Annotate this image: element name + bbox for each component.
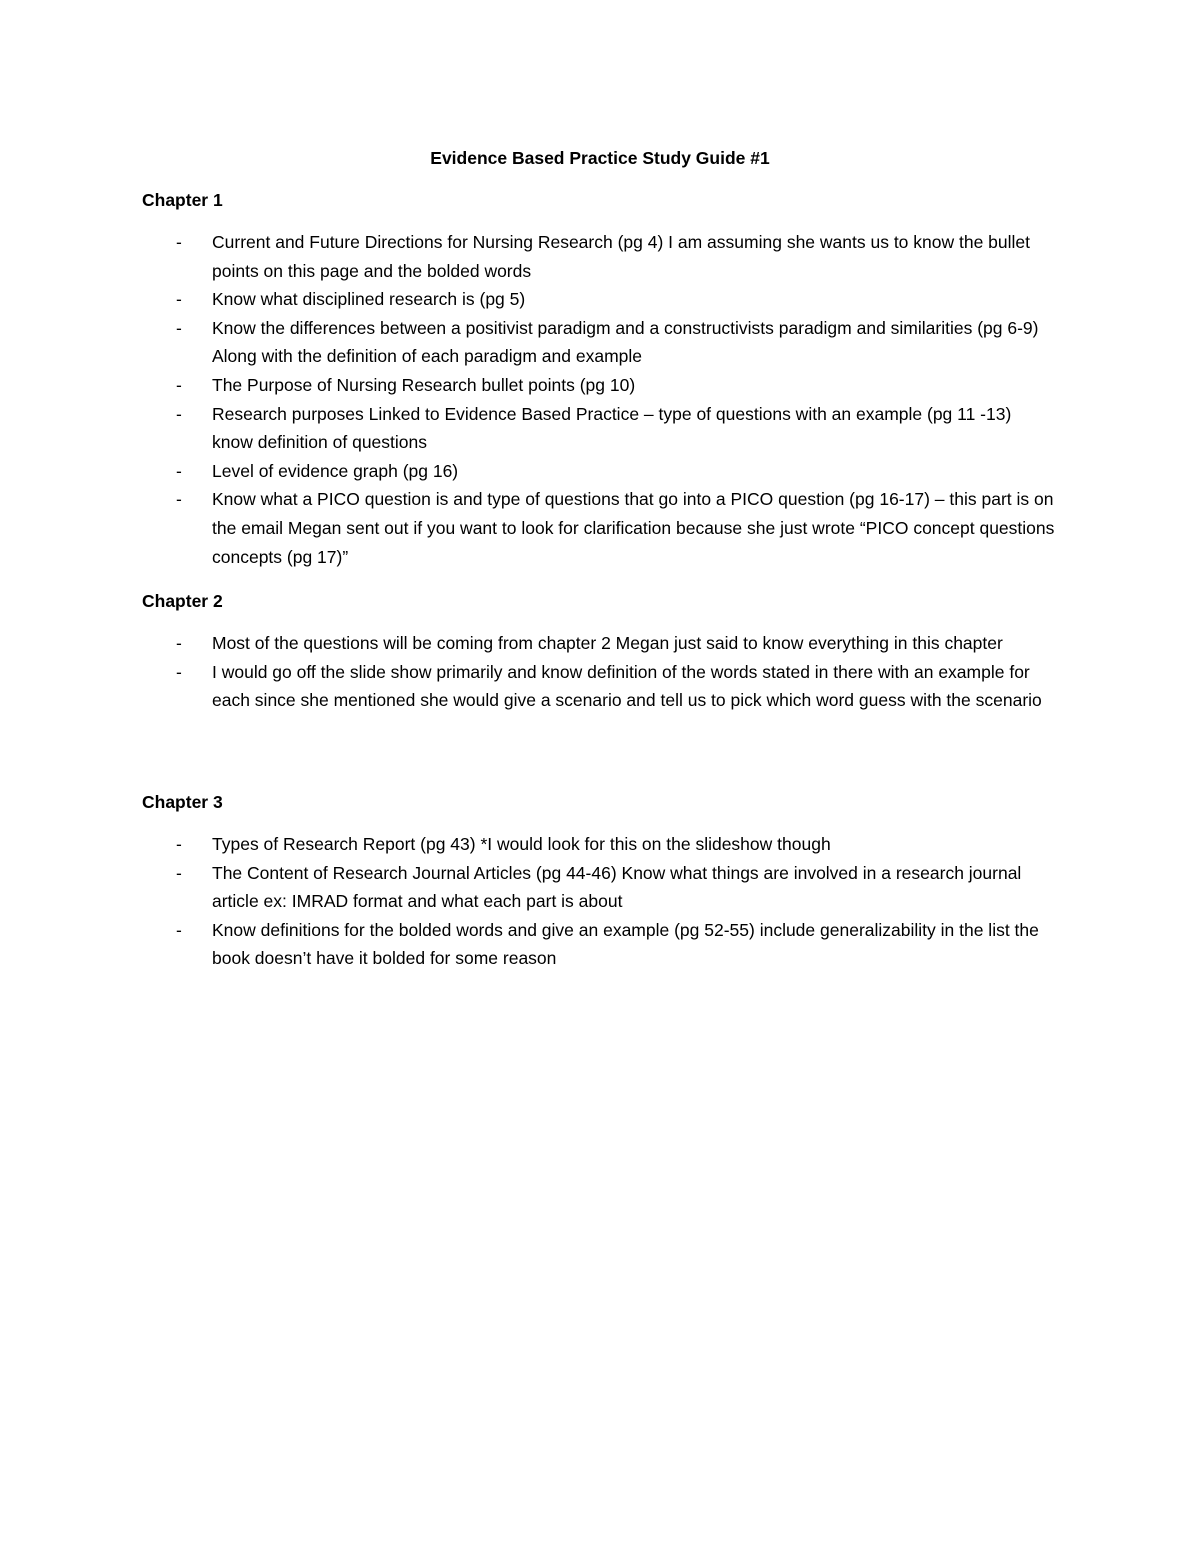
bullet-dash: - bbox=[176, 661, 182, 682]
list-item-text: The Content of Research Journal Articles (pg 44-46) Know what things are involved in a research journal article ex: IMRAD format and what each part is about bbox=[212, 862, 1022, 912]
list-item bbox=[142, 314, 1057, 371]
list-item bbox=[142, 400, 1057, 457]
list-item-text: Research purposes Linked to Evidence Based Practice – type of questions with an example (pg 11 -13) know definition of questions bbox=[212, 403, 1012, 453]
list-item bbox=[142, 285, 1057, 314]
list-item bbox=[142, 859, 1057, 916]
list-item bbox=[142, 485, 1057, 571]
bullet-dash: - bbox=[176, 834, 182, 854]
list-item-text: Most of the questions will be coming from chapter 2 Megan just said to know everything in this chapter bbox=[212, 633, 1003, 653]
bullet-dash: - bbox=[176, 489, 182, 510]
section-chapter-2 bbox=[142, 587, 1082, 715]
list-item bbox=[142, 658, 1057, 715]
list-item bbox=[142, 457, 1057, 486]
bullet-dash: - bbox=[176, 633, 182, 653]
list-item bbox=[142, 916, 1057, 973]
bullet-dash: - bbox=[176, 232, 182, 252]
list-item bbox=[142, 228, 1057, 285]
list-item-text: Know the differences between a positivist paradigm and a constructivists paradigm and similarities (pg 6-9) Along with the definition of each paradigm and example bbox=[212, 317, 1039, 367]
bullet-list bbox=[142, 629, 1082, 715]
section-chapter-3 bbox=[142, 788, 1082, 973]
document-title: Evidence Based Practice Study Guide #1 bbox=[430, 148, 770, 168]
list-item-text: Types of Research Report (pg 43) *I would look for this on the slideshow though bbox=[212, 834, 831, 854]
list-item-text: Current and Future Directions for Nursing Research (pg 4) I am assuming she wants us to know the bullet points on this page and the bolded words bbox=[212, 232, 1031, 281]
bullet-dash: - bbox=[176, 919, 182, 940]
list-item bbox=[142, 830, 1057, 859]
bullet-dash: - bbox=[176, 460, 182, 481]
list-item bbox=[142, 629, 1057, 658]
bullet-dash: - bbox=[176, 317, 182, 338]
list-item bbox=[142, 371, 1057, 400]
bullet-dash: - bbox=[176, 374, 182, 395]
section-chapter-1 bbox=[142, 186, 1082, 571]
bullet-list bbox=[142, 228, 1082, 571]
bullet-dash: - bbox=[176, 862, 182, 883]
list-item-text: Know definitions for the bolded words and give an example (pg 52-55) include generalizability in the list the book doesn’t have it bolded for some reason bbox=[212, 919, 1039, 969]
list-item-text: Know what a PICO question is and type of questions that go into a PICO question (pg 16-17) – this part is on the email Megan sent out if you want to look for clarification because she just wrote “PICO concept questions concepts (pg 17)” bbox=[212, 489, 1055, 567]
bullet-list bbox=[142, 830, 1082, 973]
list-item-text: The Purpose of Nursing Research bullet points (pg 10) bbox=[212, 374, 636, 395]
section-heading: Chapter 3 bbox=[142, 792, 223, 812]
bullet-dash: - bbox=[176, 403, 182, 424]
list-item-text: I would go off the slide show primarily and know definition of the words stated in there with an example for each since she mentioned she would give a scenario and tell us to pick which word guess with the scenario bbox=[212, 661, 1042, 711]
list-item-text: Know what disciplined research is (pg 5) bbox=[212, 289, 526, 310]
list-item-text: Level of evidence graph (pg 16) bbox=[212, 460, 459, 481]
section-heading: Chapter 1 bbox=[142, 190, 223, 210]
bullet-dash: - bbox=[176, 289, 182, 310]
section-heading: Chapter 2 bbox=[142, 591, 223, 611]
